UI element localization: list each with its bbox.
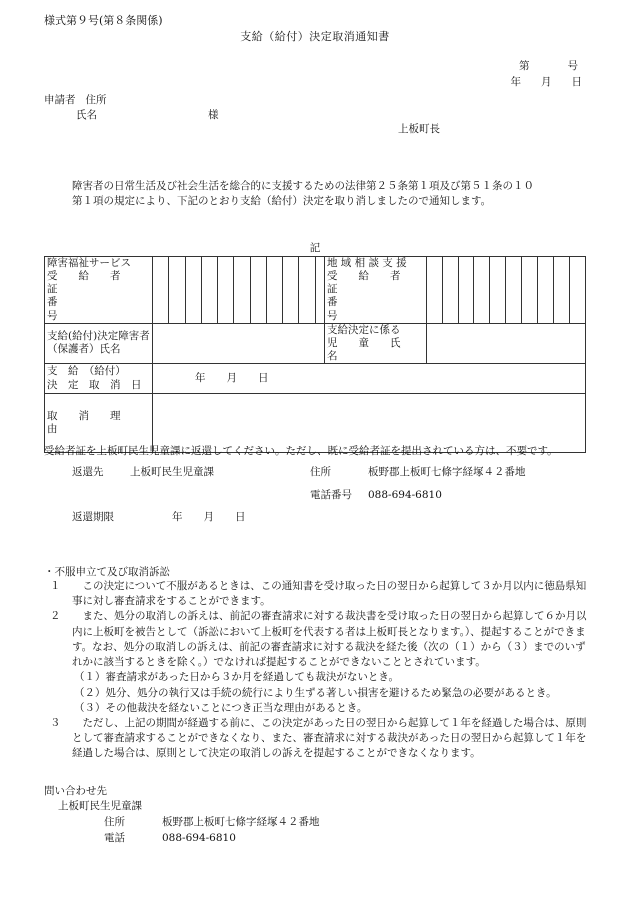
objection-subitem: （１）審査請求があった日から３か月を経過しても裁決がないとき。 [74, 671, 399, 684]
intro-line-2: 第１項の規定により、下記のとおり支給（給付）決定を取り消しましたので通知します。 [72, 195, 492, 208]
intro-text [72, 179, 582, 209]
return-dest-label: 返還先 [72, 466, 104, 478]
welfare-cert-digit[interactable] [218, 257, 234, 324]
month-label: 月 [541, 76, 552, 88]
consult-cert-digit[interactable] [442, 257, 458, 324]
objection-item [44, 716, 589, 762]
number-suffix: 号 [567, 60, 578, 72]
consult-cert-digit[interactable] [554, 257, 570, 324]
consult-cert-digit[interactable] [538, 257, 554, 324]
applicant-address [44, 93, 107, 108]
return-deadline-row [72, 510, 246, 525]
spacer-cell [315, 257, 324, 324]
issue-date [511, 75, 583, 90]
guardian-line-1: 支給(給付)決定障害者 [47, 330, 150, 343]
contact-address-row [104, 815, 320, 830]
cancel-date-line-1: 支 給 （給付） [47, 365, 126, 378]
intro-line-1: 障害者の日常生活及び社会生活を総合的に支援するための法律第２５条第１項及び第５１条の１０ [72, 180, 534, 192]
document-number [519, 59, 578, 74]
contact-address-value: 板野郡上板町七條字経塚４２番地 [162, 816, 320, 828]
return-deadline-label: 返還期限 [72, 511, 114, 523]
cancel-date-value: 年 月 日 [195, 371, 269, 384]
contact-address-label: 住所 [104, 816, 125, 828]
welfare-cert-digit[interactable] [250, 257, 266, 324]
contact-phone-row [104, 831, 236, 846]
applicant-name-label: 氏名 [76, 109, 97, 121]
welfare-cert-line-2: 受 給 者 証 [47, 270, 142, 296]
ki-label: 記 [309, 242, 321, 254]
welfare-cert-line-1: 障害福祉サービス [47, 257, 131, 269]
objection-subitem: （２）処分、処分の執行又は手続の続行により生ずる著しい損害を避けるため緊急の必要があるとき。 [74, 686, 557, 699]
welfare-cert-digit[interactable] [153, 257, 169, 324]
welfare-cert-digit[interactable] [201, 257, 217, 324]
welfare-cert-digit[interactable] [185, 257, 201, 324]
guardian-line-2: （保護者）氏名 [47, 343, 121, 356]
year-label: 年 [510, 76, 521, 88]
item-text: また、処分の取消しの訴えは、前記の審査請求に対する裁決書を受け取った日の翌日から起算して６か月以内に上板町を被告として（訴訟において上板町を代表する者は上板町長となります。）、提起することができます。なお、処分の取消しの訴えは、前記の審査請求に対する裁決を経た後（次の（１）から（３）までのいずれかに該当するときを除く。）でなければ提起することができないこととされています。 [72, 610, 587, 669]
return-phone-label: 電話番号 [310, 489, 352, 501]
address-label: 住所 [85, 94, 107, 106]
cancel-date-label [45, 364, 153, 394]
objection-items [44, 579, 589, 762]
return-deadline-value: 年 月 日 [172, 511, 246, 523]
contact-dept: 上板町民生児童課 [58, 800, 142, 812]
name-row [45, 323, 586, 363]
return-destination-row [72, 465, 526, 480]
consult-cert-line-3: 番 号 [326, 296, 422, 322]
consult-cert-digit[interactable] [490, 257, 506, 324]
cancel-date-row [45, 364, 586, 394]
objection-heading: ・不服申立て及び取消訴訟 [44, 566, 170, 578]
item-number: １ [50, 580, 61, 592]
child-line-2: 児 童 氏 名 [326, 336, 422, 362]
welfare-cert-digit[interactable] [234, 257, 250, 324]
objection-subitem: （３）その他裁決を経ないことにつき正当な理由があるとき。 [74, 701, 368, 714]
applicant-honorific: 様 [208, 109, 219, 121]
welfare-cert-label [45, 257, 153, 324]
cancel-date-line-2: 決 定 取 消 日 [47, 378, 142, 391]
welfare-cert-digit[interactable] [283, 257, 299, 324]
return-dest-value: 上板町民生児童課 [130, 466, 214, 478]
welfare-cert-line-3: 番 号 [47, 296, 142, 322]
contact-phone-value: 088-694-6810 [162, 832, 236, 844]
consult-cert-line-2: 受 給 者 証 [326, 270, 422, 296]
return-address-value: 板野郡上板町七條字経塚４２番地 [368, 466, 526, 478]
return-phone-row [72, 488, 442, 503]
objection-item [44, 579, 589, 609]
consult-cert-line-1: 地 域 相 談 支 援 [326, 257, 407, 269]
child-line-1: 支給決定に係る [326, 323, 401, 336]
notice-table [44, 256, 586, 453]
consult-cert-digit[interactable] [569, 257, 585, 324]
document-title: 支給（給付）決定取消通知書 [240, 30, 390, 43]
item-text: この決定について不服があるときは、この通知書を受け取った日の翌日から起算して３か月以内に徳島県知事に対し審査請求をすることができます。 [72, 580, 587, 608]
applicant-label: 申請者 [44, 94, 76, 106]
certificate-row [45, 257, 586, 324]
item-text: ただし、上記の期間が経過する前に、この決定があった日の翌日から起算して１年を経過した場合は、原則として審査請求することができなくなり、また、審査請求に対する裁決があった日の翌日から起算して１年を経過した場合は、原則として決定の取消しの訴えを提起することができなくなります。 [72, 716, 587, 760]
consult-cert-digit[interactable] [522, 257, 538, 324]
welfare-cert-digit[interactable] [299, 257, 315, 324]
return-note: 受給者証を上板町民生児童課に返還してください。ただし、既に受給者証を提出されている方は、不要です。 [44, 445, 558, 457]
contact-heading: 問い合わせ先 [44, 785, 107, 797]
item-number: ２ [50, 610, 61, 623]
welfare-cert-digit[interactable] [266, 257, 282, 324]
guardian-name-field[interactable] [153, 323, 325, 363]
consult-cert-digit[interactable] [506, 257, 522, 324]
objection-item [44, 609, 589, 670]
issuer: 上板町長 [398, 123, 440, 135]
return-phone-value: 088-694-6810 [368, 489, 442, 501]
consult-cert-digit[interactable] [474, 257, 490, 324]
item-number: ３ [50, 716, 61, 729]
consult-cert-digit[interactable] [426, 257, 442, 324]
form-id: 様式第９号(第８条関係) [44, 14, 163, 27]
consult-cert-label [324, 257, 426, 324]
consult-cert-digit[interactable] [458, 257, 474, 324]
number-prefix: 第 [519, 60, 530, 72]
cancel-date-field[interactable] [153, 364, 586, 394]
contact-phone-label: 電話 [104, 832, 125, 844]
day-label: 日 [571, 76, 582, 88]
guardian-label [45, 323, 153, 363]
child-label [324, 323, 426, 363]
reason-label: 取 消 理 由 [45, 394, 153, 453]
welfare-cert-digit[interactable] [169, 257, 185, 324]
return-address-label: 住所 [310, 466, 331, 478]
child-name-field[interactable] [426, 323, 585, 363]
